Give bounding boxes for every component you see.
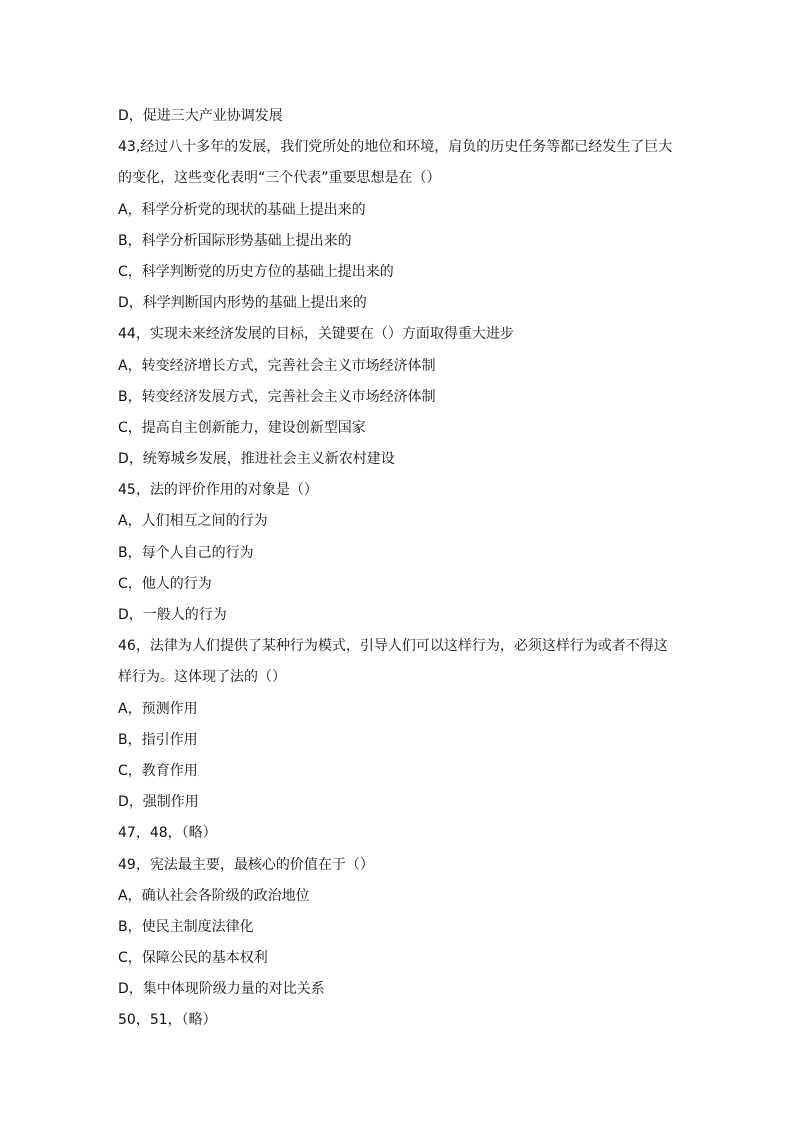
- option-line: C，保障公民的基本权利: [118, 950, 268, 967]
- option-line: B，使民主制度法律化: [118, 918, 254, 935]
- option-line: A，预测作用: [118, 700, 198, 717]
- question-line: 50，51，（略）: [118, 1012, 217, 1029]
- option-line: B，科学分析国际形势基础上提出来的: [118, 232, 352, 249]
- document-body: [118, 101, 678, 1037]
- option-line: D，促进三大产业协调发展: [118, 108, 283, 124]
- question-line: 样行为。这体现了法的（）: [118, 669, 286, 686]
- option-line: D，集中体现阶级力量的对比关系: [118, 981, 325, 998]
- option-line: C，科学判断党的历史方位的基础上提出来的: [118, 263, 394, 280]
- question-line: 49，宪法最主要，最核心的价值在于（）: [118, 856, 374, 873]
- option-line: A，转变经济增长方式，完善社会主义市场经济体制: [118, 357, 436, 374]
- option-line: D，强制作用: [118, 794, 199, 811]
- option-line: A，确认社会各阶级的政治地位: [118, 887, 310, 904]
- option-line: C，他人的行为: [118, 575, 212, 592]
- question-line: 47，48，（略）: [118, 825, 217, 842]
- question-line: 46，法律为人们提供了某种行为模式，引导人们可以这样行为，必须这样行为或者不得这: [118, 638, 668, 655]
- option-line: D，一般人的行为: [118, 607, 227, 623]
- option-line: A，科学分析党的现状的基础上提出来的: [118, 201, 366, 218]
- option-line: B，每个人自己的行为: [118, 544, 254, 561]
- option-line: C，教育作用: [118, 762, 198, 779]
- question-line: 45，法的评价作用的对象是（）: [118, 482, 318, 499]
- option-line: B，转变经济发展方式，完善社会主义市场经济体制: [118, 388, 436, 405]
- option-line: D，统筹城乡发展，推进社会主义新农村建设: [118, 451, 395, 468]
- option-line: D，科学判断国内形势的基础上提出来的: [118, 295, 367, 312]
- option-line: A，人们相互之间的行为: [118, 513, 268, 530]
- question-line: 的变化，这些变化表明“三个代表”重要思想是在（）: [118, 170, 441, 187]
- option-line: B，指引作用: [118, 731, 198, 748]
- option-line: C，提高自主创新能力，建设创新型国家: [118, 419, 366, 436]
- question-line: 44，实现未来经济发展的目标，关键要在（）方面取得重大进步: [118, 326, 514, 343]
- question-line: 43,经过八十多年的发展，我们党所处的地位和环境，肩负的历史任务等都已经发生了巨大: [118, 139, 673, 156]
